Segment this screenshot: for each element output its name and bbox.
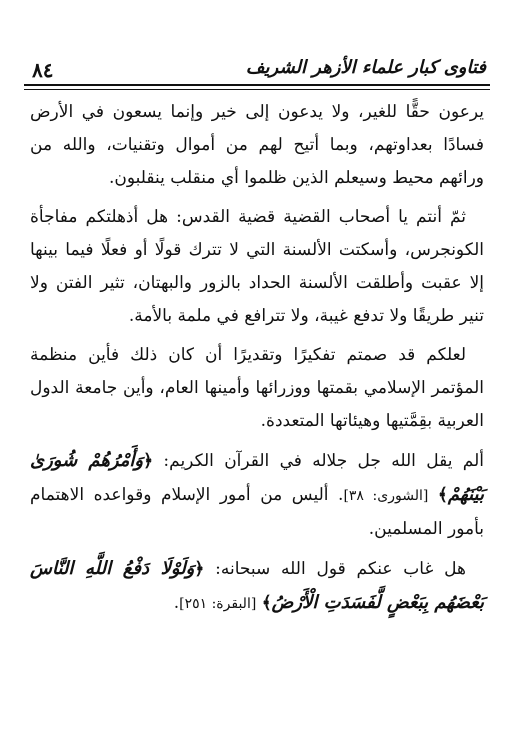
- paragraph-text: .: [173, 593, 180, 613]
- quran-verse: وَلَوْلَا دَفْعُ اللَّهِ النَّاسَ بَعْضَهُم بِبَعْضٍ لَّفَسَدَتِ الْأَرْضُ: [30, 558, 484, 613]
- paragraph-text: ألم يقل الله جل جلاله في القرآن الكريم:: [153, 451, 484, 471]
- paragraph-text: يرعون حقًّا للغير، ولا يدعون إلى خير وإنما يسعون في الأرض فسادًا بعداوتهم، وبما أتيح لهم من أموال وتقنيات، والله من ورائهم محيط وسيعلم الذين ظلموا أي منقلب ينقلبون.: [30, 102, 484, 188]
- paragraph-with-verse: [30, 444, 484, 546]
- paragraph: [30, 96, 484, 195]
- paragraph-with-verse: [30, 552, 484, 621]
- quran-verse: وَأَمْرُهُمْ شُورَىٰ بَيْنَهُمْ: [30, 450, 484, 505]
- header-rule-thin: [24, 89, 490, 90]
- paragraph: [30, 201, 484, 333]
- paragraph: [30, 339, 484, 438]
- paragraph-text: لعلكم قد صمتم تفكيرًا وتقديرًا أن كان ذلك فأين منظمة المؤتمر الإسلامي بقمتها ووزرائها وأمينها العام، وأين جامعة الدول العربية بقِمَّتيها وهيئاتها المتعددة.: [30, 345, 484, 431]
- verse-open-bracket: ﴿: [143, 451, 154, 471]
- header-rule: [24, 84, 490, 86]
- verse-reference: [الشورى: ٣٨]: [343, 488, 429, 504]
- body-text: [30, 96, 484, 627]
- page-header: [24, 52, 490, 86]
- running-title: فتاوى كبار علماء الأزهر الشريف: [245, 57, 486, 78]
- paragraph-text: . أليس من أمور الإسلام وقواعده الاهتمام بأمور المسلمين.: [30, 485, 484, 539]
- paragraph-text: هل غاب عنكم قول الله سبحانه:: [204, 559, 466, 579]
- verse-close-bracket: ﴾: [261, 593, 272, 613]
- paragraph-text: ثمّ أنتم يا أصحاب القضية قضية القدس: هل أذهلتكم مفاجأة الكونجرس، وأسكتت الألسنة التي لا تترك قولًا أو فعلًا فيما بينها إلا عقبت وأطلقت الألسنة الحداد بالزور والبهتان، تثير الفتن ولا تنير طريقًا ولا تدفع غيبة، ولا تترافع في ملمة بالأمة.: [30, 207, 484, 326]
- verse-open-bracket: ﴿: [194, 559, 205, 579]
- verse-reference: [البقرة: ٢٥١]: [179, 596, 257, 612]
- page-number: ٨٤: [32, 58, 54, 82]
- verse-close-bracket: ﴾: [437, 485, 448, 505]
